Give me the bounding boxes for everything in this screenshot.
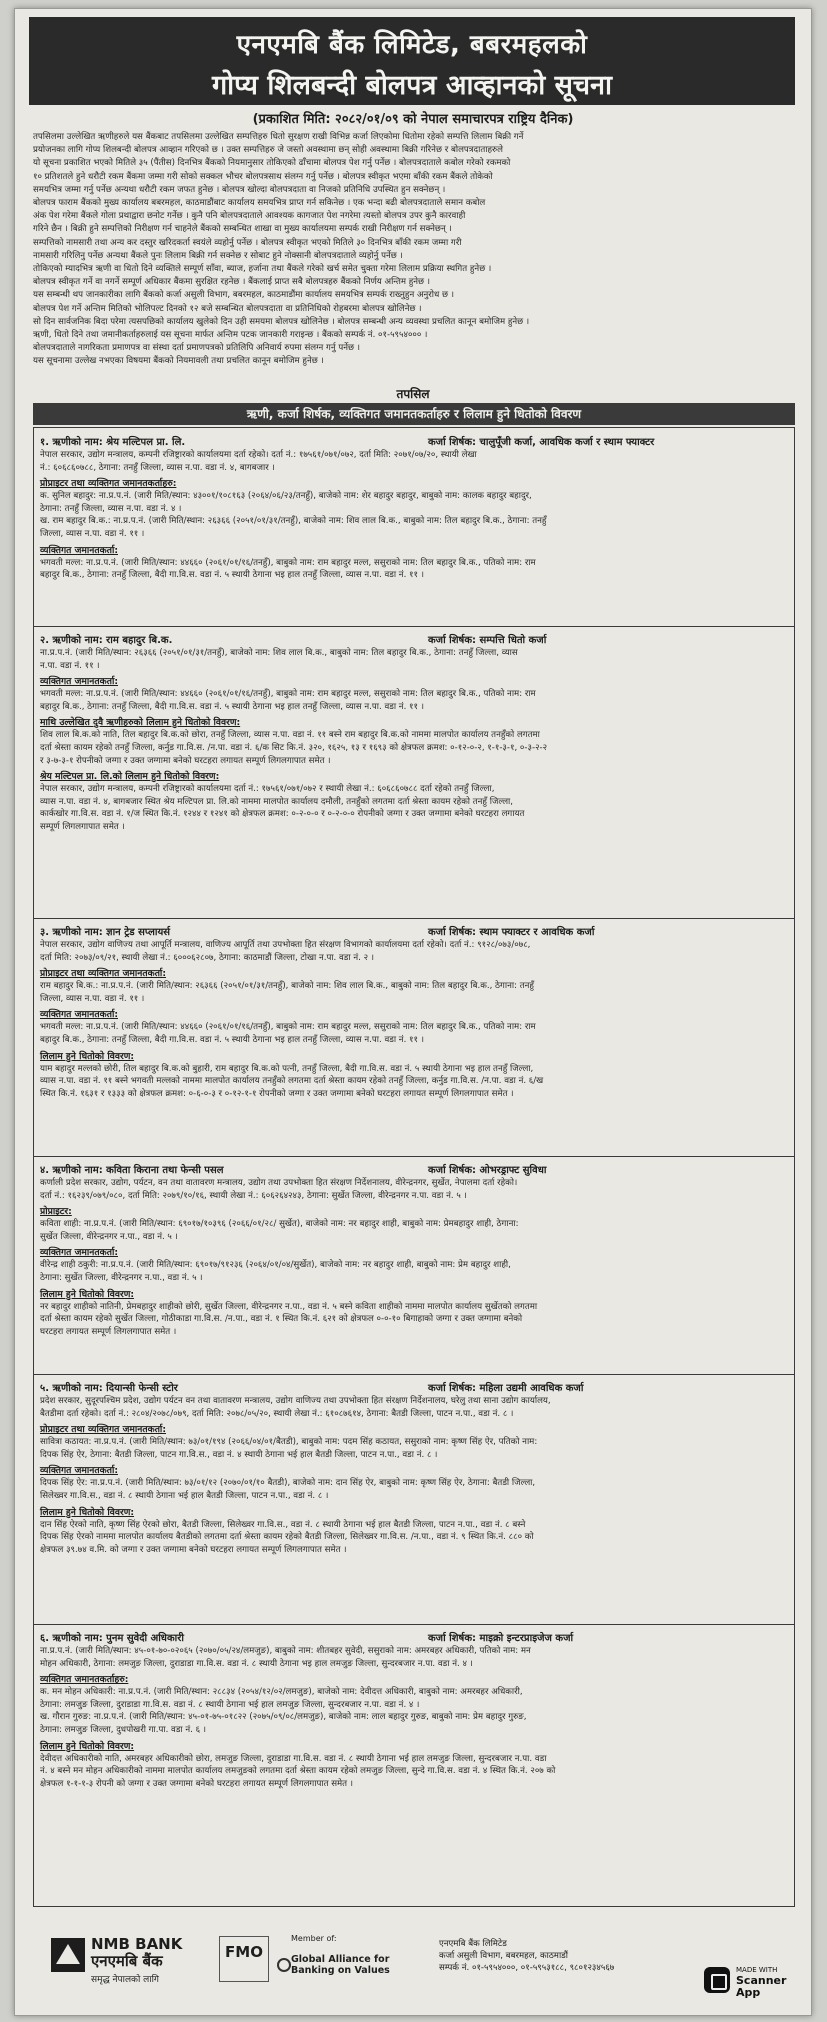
member-of-label: Member of:: [291, 1934, 337, 1943]
section-line: बहादुर बि.क., ठेगाना: तनहुँ जिल्ला, बैदी गा.वि.स. वडा नं. ५ स्थायी ठेगाना भइ हाल तनहुँ जिल्ला, व्यास न.पा. वडा नं. ११ ।: [40, 570, 424, 581]
section-line: घरटहरा लगायत सम्पूर्ण लिगलगापात समेत ।: [40, 1326, 177, 1337]
section-line: र ३-७-३-१ रोपनीको जग्गा र उक्त जग्गामा बनेको घरटहरा लगायत सम्पूर्ण लिगलगापात समेत ।: [40, 755, 331, 766]
section-title: व्यक्तिगत जमानतकर्ता:: [40, 544, 118, 556]
footer: [29, 1914, 799, 2010]
intro-line: यस सूचनामा उल्लेख नभएका विषयमा बैंकको नियमावली तथा प्रचलित कानून बमोजिम हुनेछ ।: [33, 356, 324, 367]
section-line: राम बहादुर बि.क.: ना.प्र.प.नं. (जारी मिति/स्थान: २६३६६ (२०५१/०१/३१/तनहुँ), बाजेको नाम: शिव लाल बि.क., बाबुको नाम: तिल बहादुर बि.क., ठेगाना: तनहुँ: [40, 981, 534, 992]
section-line: नेपाल सरकार, उद्योग मन्त्रालय, कम्पनी रजिष्ट्रारको कार्यालयमा दर्ता नं.: १७५६१/०७१/०७२ र स्थायी लेखा नं.: ६०६८६०७८८ दर्ता रहेको तनहुँ जिल्ला,: [40, 784, 495, 795]
intro-line: सम्पत्तिको नामसारी तथा अन्य कर दस्तुर खरिदकर्ता स्वयंले व्यहोर्नु पर्नेछ । बोलपत्र स्वीकृत भएको मितिले ३० दिनभित्र बाँकी रकम जम्मा गरी: [33, 237, 462, 248]
section-line: कार्कखोर गा.वि.स. वडा नं. १/ज स्थित कि.नं. १२४४ र १२४१ को क्षेत्रफल क्रमश: ०-२-०-० र ०-२-०-० रोपनीको जग्गा र उक्त जग्गामा बनेको घरटहरा लगायत: [40, 809, 525, 820]
intro-line: तपसिलमा उल्लेखित ऋणीहरुले यस बैंकबाट तपसिलमा उल्लेखित सम्पत्तिहरु धितो सुरक्षण राखी विभिन्न कर्जा लिएकोमा धितोमा रहेको सम्पत्ति लिलाम बिक्री गर्ने: [33, 132, 524, 142]
section-line: ठेगाना: लमजुङ जिल्ला, दुधपोखरी गा.पा. वडा नं. ६ ।: [40, 1724, 207, 1735]
borrower-name: १. ऋणीको नाम: श्रेय मल्टिपल प्रा. लि.: [40, 437, 186, 448]
section-title: लिलाम हुने धितोको विवरण:: [40, 1050, 135, 1062]
entry-header: [34, 626, 794, 647]
entry-line: प्रदेश सरकार, सुदूरपश्चिम प्रदेश, उद्योग पर्यटन वन तथा वातावरण मन्त्रालय, उद्योग वाणिज्य तथा उपभोक्ता हित संरक्षण निर्देशनालय, घरेलु तथा साना उद्योग कार्यालय,: [40, 1396, 551, 1406]
section-line: दिपक सिंह ऐर, ठेगाना: बैतडी जिल्ला, पाटन गा.वि.स., वडा नं. ४ स्थायी ठेगाना भई हाल बैतडी जिल्ला, पाटन न.पा., वडा नं. ८ ।: [40, 1449, 438, 1460]
intro-line: नामसारी गरिलिनु पर्नेछ अन्यथा बैंकले पुनः लिलाम बिक्री गर्न सक्नेछ र सोबाट हुने नोक्सानी बोलपत्रदाताले व्यहोर्नु पर्नेछ ।: [33, 250, 403, 261]
section-line: ठेगाना: सुर्खेत जिल्ला, वीरेन्द्रनगर न.पा., वडा नं. ५ ।: [40, 1272, 203, 1283]
section-title: लिलाम हुने धितोको विवरण:: [40, 1740, 135, 1752]
intro-line: बोलपत्र स्वीकृत गर्ने वा नगर्ने सम्पूर्ण अधिकार बैंकमा सुरक्षित रहनेछ । बैंकलाई प्राप्त सबै बोलपत्रहरु बैंकको निर्णय अन्तिम हुनेछ ।: [33, 277, 431, 288]
section-title: श्रेय मल्टिपल प्रा. लि.को लिलाम हुने धितोको विवरण:: [40, 771, 220, 783]
scanner-made-with: MADE WITH: [736, 1966, 778, 1974]
table-header: ऋणी, कर्जा शिर्षक, व्यक्तिगत जमानतकर्ताहरु र लिलाम हुने धितोको विवरण: [33, 403, 795, 425]
section-line: भगवती मल्ल: ना.प्र.प.नं. (जारी मिति/स्थान: ४४६६० (२०६१/०१/१६/तनहुँ), बाबुको नाम: राम बहादुर मल्ल, ससुराको नाम: तिल बहादुर बि.क., पतिको नाम: राम: [40, 689, 536, 700]
section-line: बहादुर बि.क., ठेगाना: तनहुँ जिल्ला, बैदी गा.वि.स. वडा नं. ५ स्थायी ठेगाना भइ हाल तनहुँ जिल्ला, व्यास न.पा. वडा नं. ११ ।: [40, 701, 424, 712]
bank-tagline: समृद्ध नेपालको लागि: [91, 1975, 159, 1985]
section-line: भगवती मल्ल: ना.प्र.प.नं. (जारी मिति/स्थान: ४४६६० (२०६१/०१/१६/तनहुँ), बाबुको नाम: राम बहादुर मल्ल, ससुराको नाम: तिल बहादुर बि.क., पतिको नाम: राम: [40, 1022, 536, 1033]
section-line: वीरेन्द्र शाही ठकुरी: ना.प्र.प.नं. (जारी मिति/स्थान: ६९०१७/९१२३६ (२०६४/०१/०४/सुर्खेत), बाजेको नाम: नर बहादुर शाही, बाबुको नाम: प्रेम बहादुर शाही,: [40, 1260, 511, 1271]
entry-header: [34, 1624, 794, 1645]
section-line: भगवती मल्ल: ना.प्र.प.नं. (जारी मिति/स्थान: ४४६६० (२०६१/०१/१६/तनहुँ), बाबुको नाम: राम बहादुर मल्ल, ससुराको नाम: तिल बहादुर बि.क., पतिको नाम: राम: [40, 557, 536, 568]
borrower-entry: [34, 918, 794, 1157]
scanner-app: App: [736, 1986, 761, 1999]
borrower-name: ३. ऋणीको नाम: ज्ञान ट्रेड सप्लायर्स: [40, 927, 171, 938]
intro-line: बोलपत्र पेश गर्ने अन्तिम मितिको भोलिपल्ट दिनको १२ बजे सम्बन्धित बोलपत्रदाता वा प्रतिनिधिको रोहबरमा बोलपत्र खोलिनेछ ।: [33, 303, 422, 314]
section-line: स्थित कि.नं. १६३१ र १३३३ को क्षेत्रफल क्रमश: ०-६-०-३ र ०-१२-१-१ रोपनीको जग्गा र उक्त जग्गामा बनेको घरटहरा लगायत सम्पूर्ण लिगलगापात समेत ।: [40, 1088, 514, 1099]
section-title: प्रोप्राइटर तथा व्यक्तिगत जमानतकर्ता:: [40, 1424, 166, 1436]
loan-title: कर्जा शिर्षक: माइक्रो इन्टरप्राइजेज कर्जा: [428, 1633, 574, 1644]
intro-line: १० प्रतिशतले हुने धरौटी रकम बैंकमा जम्मा गरी सोको सक्कल भौचर बोलपत्रसाथ संलग्न गर्नु पर्नेछ । बोलपत्र स्वीकृत भएमा बाँकी रकम बैंकले तोकेको: [33, 171, 493, 182]
section-line: शिव लाल बि.क.को नाति, तिल बहादुर बि.क.को छोरा, तनहुँ जिल्ला, व्यास न.पा. वडा नं. ११ बस्ने राम बहादुर बि.क.को नाममा मालपोत कार्यालय तनहुँको लगतमा: [40, 730, 540, 741]
borrower-entry: [34, 1374, 794, 1625]
intro-line: गरिने छैन । बिक्री हुने सम्पत्तिको निरीक्षण गर्न चाहनेले बैंकको सम्बन्धित शाखा वा मुख्य कार्यालयमा सम्पर्क राखी निरीक्षण गर्न सक्नेछन् ।: [33, 224, 452, 235]
fmo-logo: [219, 1936, 269, 1982]
section-line: देवीदत्त अधिकारीको नाति, अमरबहर अधिकारीको छोरा, लमजुङ जिल्ला, दुराडाडा गा.वि.स. वडा नं. ८ स्थायी ठेगाना भई हाल लमजुङ जिल्ला, सुन्दरबजार न.पा. वडा: [40, 1753, 547, 1764]
entry-line: कर्णाली प्रदेश सरकार, उद्योग, पर्यटन, वन तथा वातावरण मन्त्रालय, उद्योग तथा उपभोक्ता हित संरक्षण निर्देशनालय, वीरेन्द्रनगर, सुर्खेत, नेपालमा दर्ता रहेको।: [40, 1178, 518, 1188]
contact-line: सम्पर्क नं. ०१-५९५४०००, ०१-५९५३१८८, ९८०१२३४५६७: [439, 1963, 615, 1973]
loan-title: कर्जा शिर्षक: ओभरड्राफ्ट सुविधा: [428, 1165, 547, 1176]
intro-line: बोलपत्र फाराम बैंकको मुख्य कार्यालय बबरमहल, काठमाडौंबाट कार्यालय समयभित्र प्राप्त गर्न सकिनेछ । एक भन्दा बढी बोलपत्रदाताले समान कबोल: [33, 198, 486, 209]
borrower-entry: [34, 1156, 794, 1375]
section-line: नं. ४ बस्ने मन मोहन अधिकारीको नाममा मालपोत कार्यालय लमजुङको लगतमा दर्ता श्रेस्ता कायम रहेको लमजुङ जिल्ला, सुन्दे गा.वि.स. वडा नं. ४ स्थित कि.नं. २०७ को: [40, 1766, 556, 1777]
section-line: दिपक सिंह ऐरको नाममा मालपोत कार्यालय बैतडीको लगतमा दर्ता श्रेस्ता कायम रहेको बैतडी जिल्ला, सिलेख्वर गा.वि.स. /न.पा., वडा नं. ९ स्थित कि.नं. ८८० को: [40, 1532, 534, 1543]
section-title: व्यक्तिगत जमानतकर्ता:: [40, 1247, 118, 1259]
section-title: व्यक्तिगत जमानतकर्ता:: [40, 1009, 118, 1021]
entry-line: नेपाल सरकार, उद्योग वाणिज्य तथा आपूर्ति मन्त्रालय, वाणिज्य आपूर्ति तथा उपभोक्ता हित संरक्षण विभागको कार्यालयमा दर्ता रहेको। दर्ता नं.: ९१२८/०७३/०७८,: [40, 940, 531, 950]
section-line: ख. राम बहादुर बि.क.: ना.प्र.प.नं. (जारी मिति/स्थान: २६३६६ (२०५१/०१/३१/तनहुँ), बाजेको नाम: शिव लाल बि.क., बाबुको नाम: तिल बहादुर बि.क., ठेगाना: तनहुँ: [40, 516, 547, 527]
notice-title-line2: गोप्य शिलबन्दी बोलपत्र आव्हानको सूचना: [211, 70, 613, 101]
section-line: दर्ता श्रेस्ता कायम रहेको तनहुँ जिल्ला, कर्नुड गा.वि.स. /न.पा. वडा नं. ६/क सिट कि.नं. ३२०, १६२५, १३ र १६९३ को क्षेत्रफल क्रमश: ०-१२-०-२, १-१-३-१, ०-३-२-२: [40, 742, 548, 753]
loan-title: कर्जा शिर्षक: सम्पत्ति धितो कर्जा: [428, 635, 547, 646]
section-title: व्यक्तिगत जमानतकर्ता:: [40, 676, 118, 688]
section-line: क्षेत्रफल १-१-१-३ रोपनी को जग्गा र उक्त जग्गामा बनेको घरटहरा लगायत सम्पूर्ण लिगलगापात समेत ।: [40, 1778, 354, 1789]
section-line: नर बहादुर शाहीको नातिनी, प्रेमबहादुर शाहीको छोरी, सुर्खेत जिल्ला, वीरेन्द्रनगर न.पा., वडा नं. ५ बस्ने कविता शाहीको नाममा मालपोत कार्यालय सुर्खेतको लगतमा: [40, 1301, 538, 1312]
notice-title-banner: [29, 17, 795, 105]
bank-name-np: एनएमबि बैंक: [91, 1952, 163, 1970]
section-line: सुर्खेत जिल्ला, वीरेन्द्रनगर न.पा., वडा नं. ५ ।: [40, 1231, 178, 1242]
bank-name: [91, 1936, 182, 1970]
section-title: माथि उल्लेखित दुवै ऋणीहरुको लिलाम हुने धितोको विवरण:: [40, 717, 241, 729]
section-title: व्यक्तिगत जमानतकर्ता:: [40, 1465, 118, 1477]
entry-line: दर्ता मिति: २०७३/०९/२१, स्थायी लेखा नं.: ६०००६२८०७, ठेगाना: काठमाडौं जिल्ला, टोखा न.पा. वडा नं. २ ।: [40, 952, 375, 963]
section-line: क. सुनिल बहादुर: ना.प्र.प.नं. (जारी मिति/स्थान: ४३००१/१०८१६३ (२०६४/०६/२३/तनहुँ), बाजेको नाम: शेर बहादुर बहादुर, बाबुको नाम: कालक बहादुर बहादुर,: [40, 491, 532, 502]
entry-line: मोहन अधिकारी, ठेगाना: लमजुङ जिल्ला, दुराडाडा गा.वि.स. वडा नं. ८ स्थायी ठेगाना भइ हाल लमजुङ जिल्ला, सुन्दरबजार न.पा. वडा नं. ४ ।: [40, 1658, 473, 1669]
section-line: बहादुर बि.क., ठेगाना: तनहुँ जिल्ला, बैदी गा.वि.स. वडा नं. ५ स्थायी ठेगाना भइ हाल तनहुँ जिल्ला, व्यास न.पा. वडा नं. ११ ।: [40, 1034, 424, 1045]
entry-line: दर्ता नं.: १६२३९/०७९/०८०, दर्ता मिति: २०७९/१०/१६, स्थायी लेखा नं.: ६०६२६४२४३, ठेगाना: सुर्खेत जिल्ला, वीरेन्द्रनगर न.पा. वडा नं. ५ ।: [40, 1190, 467, 1201]
contact-block: [439, 1938, 614, 1974]
contact-line: एनएमबि बैंक लिमिटेड: [439, 1939, 507, 1949]
entry-line: ना.प्र.प.नं. (जारी मिति/स्थान: २६३६६ (२०५१/०१/३१/तनहुँ), बाजेको नाम: शिव लाल बि.क., बाबुको नाम: तिल बहादुर बि.क., ठेगाना: तनहुँ जिल्ला, व्यास: [40, 648, 518, 658]
section-line: दान सिंह ऐरको नाति, कृष्ण सिंह ऐरको छोरा, बैतडी जिल्ला, सिलेख्वर गा.वि.स., वडा नं. ८ स्थायी ठेगाना भई हाल बैतडी जिल्ला, पाटन न.पा., वडा नं. ८ बस्ने: [40, 1519, 526, 1530]
nmb-logo-icon: [51, 1938, 85, 1972]
section-line: सावित्रा कठायत: ना.प्र.प.नं. (जारी मिति/स्थान: ७३/०१/१९४ (२०६६/०४/०१/बैतडी), बाबुको नाम: पदम सिंह कठायत, ससुराको नाम: कृष्ण सिंह ऐर, पतिको नाम:: [40, 1437, 538, 1448]
bank-name-en: NMB BANK: [91, 1935, 183, 1953]
section-line: जिल्ला, व्यास न.पा. वडा नं. ११ ।: [40, 528, 145, 539]
loan-title: कर्जा शिर्षक: चालुपूँजी कर्जा, आवधिक कर्जा र स्थाम फ्याक्टर: [428, 437, 655, 448]
publication-date: (प्रकाशित मिति: २०८२/०१/०९ को नेपाल समाचारपत्र राष्ट्रिय दैनिक): [252, 112, 574, 127]
borrower-entry: [34, 1624, 794, 1906]
section-line: क. मन मोहन अधिकारी: ना.प्र.प.नं. (जारी मिति/स्थान: २८८३४ (२०५४/१२/०२/लमजुङ), बाजेको नाम: देवीदत्त अधिकारी, बाबुको नाम: अमरबहर अधिकारी,: [40, 1687, 523, 1698]
intro-line: समयभित्र जम्मा गर्नु पर्नेछ अन्यथा धरौटी रकम जफत हुनेछ । बोलपत्र खोल्दा बोलपत्रदाता वा निजको प्रतिनिधि उपस्थित हुन सक्नेछन् ।: [33, 184, 446, 195]
contact-line: कर्जा असुली विभाग, बबरमहल, काठमाडौं: [439, 1951, 568, 1961]
intro-line: यस सम्बन्धी थप जानकारीका लागि बैंकको कर्जा असुली विभाग, बबरमहल, काठमाडौंमा कार्यालय समयभित्र सम्पर्क राख्नुहुन अनुरोध छ ।: [33, 290, 455, 301]
scanner-app-icon: [704, 1967, 730, 1993]
borrower-name: ४. ऋणीको नाम: कविता किराना तथा फेन्सी पसल: [40, 1165, 224, 1176]
entry-header: [34, 1156, 794, 1177]
section-line: सिलेख्वर गा.वि.स., वडा नं. ८ स्थायी ठेगाना भई हाल बैतडी जिल्ला, पाटन न.पा., वडा नं. ८ ।: [40, 1490, 329, 1501]
section-line: व्यास न.पा. वडा नं. ११ बस्ने भगवती मल्लको नाममा मालपोत कार्यालय तनहुँको लगतमा दर्ता श्रेस्ता कायम रहेको तनहुँ जिल्ला, कर्नुड गा.वि.स. /न.पा. वडा नं. ६/ख: [40, 1076, 544, 1087]
entry-header: [34, 918, 794, 939]
borrower-table: [33, 427, 795, 1907]
borrower-name: ५. ऋणीको नाम: दियान्सी फेन्सी स्टोर: [40, 1383, 178, 1394]
borrower-name: २. ऋणीको नाम: राम बहादुर बि.क.: [40, 635, 173, 646]
entry-line: न.पा. वडा नं. ११ ।: [40, 660, 100, 671]
section-line: ख. गौरान गुरुङ: ना.प्र.प.नं. (जारी मिति/स्थान: ४५-०१-७५-०१८२२ (२०७५/०९/०८/लमजुङ), बाजेको नाम: लाल बहादुर गुरुङ, बाबुको नाम: प्रेम बहादुर गुरुङ,: [40, 1712, 527, 1723]
entry-header: [34, 428, 794, 449]
section-line: क्षेत्रफल ३९.७४ व.मि. को जग्गा र उक्त जग्गामा बनेको घरटहरा लगायत सम्पूर्ण लिगलगापात समेत ।: [40, 1544, 347, 1555]
intro-line: प्रयोजनका लागि गोप्य शिलबन्दी बोलपत्र आव्हान गरिएको छ । उक्त सम्पत्तिहरु जे जस्तो अवस्थामा छन् सोही अवस्थामा बिक्री गरिनेछ र बोलपत्रदाताहरुले: [33, 145, 503, 156]
scanner-name: Scanner: [736, 1974, 787, 1987]
loan-title: कर्जा शिर्षक: स्थाम फ्याक्टर र आवधिक कर्जा: [428, 927, 595, 938]
entry-header: [34, 1374, 794, 1395]
gabv-logo-icon: [277, 1958, 291, 1972]
section-line: दर्ता श्रेस्ता कायम रहेको सुर्खेत जिल्ला, गोठीकाडा गा.वि.स. /न.पा., वडा नं. १ स्थित कि.नं. ६२१ को क्षेत्रफल ०-०-१० बिगाहाको जग्गा र उक्त जग्गामा बनेको: [40, 1314, 523, 1325]
newspaper-notice: [14, 8, 812, 2016]
section-title: प्रोप्राइटर:: [40, 1206, 72, 1218]
fmo-text: FMO: [225, 1943, 263, 1961]
tapasil-heading: तपसिल: [396, 387, 430, 401]
section-line: ठेगाना: लमजुङ जिल्ला, दुराडाडा गा.वि.स. वडा नं. ८ स्थायी ठेगाना भई हाल लमजुङ जिल्ला, सुन्दरबजार न.पा. वडा नं. ४ ।: [40, 1699, 420, 1710]
borrower-entry: [34, 428, 794, 627]
section-line: सम्पूर्ण लिगलगापात समेत ।: [40, 821, 125, 832]
intro-line: ऋणी, धितो दिने तथा जमानीकर्ताहरुलाई यस सूचना मार्फत अन्तिम पटक जानकारी गराइन्छ । बैंकको सम्पर्क नं. ०१-५९५४००० ।: [33, 330, 428, 341]
section-title: लिलाम हुने धितोको विवरण:: [40, 1506, 135, 1518]
section-title: प्रोप्राइटर तथा व्यक्तिगत जमानतकर्ताहरु:: [40, 478, 177, 490]
scanner-app-text: [736, 1965, 786, 1999]
section-title: प्रोप्राइटर तथा व्यक्तिगत जमानतकर्ता:: [40, 968, 166, 980]
section-title: व्यक्तिगत जमानतकर्ताहरु:: [40, 1674, 129, 1686]
borrower-entry: [34, 626, 794, 919]
intro-line: यो सूचना प्रकाशित भएको मितिले ३५ (पैंतीस) दिनभित्र बैंकको नियमानुसार तोकिएको ढाँचामा बोलपत्र पेश गर्नु पर्नेछ । बोलपत्रदाताले कबोल गरेको रकमको: [33, 158, 511, 169]
loan-title: कर्जा शिर्षक: महिला उद्यमी आवधिक कर्जा: [428, 1383, 584, 1394]
entry-line: नं.: ६०६८६०७८८, ठेगाना: तनहुँ जिल्ला, व्यास न.पा. वडा नं. ४, बागबजार ।: [40, 462, 275, 473]
notice-title-line1: एनएमबि बैंक लिमिटेड, बबरमहलको: [236, 30, 588, 60]
section-title: लिलाम हुने धितोको विवरण:: [40, 1288, 135, 1300]
entry-line: बैतडीमा दर्ता रहेको। दर्ता नं.: २८०४/२०७८/०७९, दर्ता मिति: २०७८/०५/२०, स्थायी लेखा नं.: ६१०८७६१४, ठेगाना: बैतडी जिल्ला, पाटन न.पा., वडा नं. ८ ।: [40, 1408, 514, 1419]
section-line: कविता शाही: ना.प्र.प.नं. (जारी मिति/स्थान: ६९०१७/१०३९६ (२०६६/०१/२८/ सुर्खेत), बाजेको नाम: नर बहादुर शाही, बाबुको नाम: प्रेमबहादुर शाही, ठेगाना:: [40, 1219, 519, 1230]
section-line: याम बहादुर मल्लको छोरी, तिल बहादुर बि.क.को बुहारी, राम बहादुर बि.क.को पत्नी, तनहुँ जिल्ला, बैदी गा.वि.स. वडा नं. ५ स्थायी ठेगाना भइ हाल तनहुँ जिल्ला,: [40, 1063, 534, 1074]
intro-line: तोकिएको म्यादभित्र ऋणी वा धितो दिने व्यक्तिले सम्पूर्ण साँवा, ब्याज, हर्जाना तथा बैंकले गरेको खर्च समेत चुक्ता गरेमा लिलाम प्रक्रिया स्थगित हुनेछ ।: [33, 264, 492, 275]
section-line: दिपक सिंह ऐर: ना.प्र.प.नं. (जारी मिति/स्थान: ७३/०१/१२ (२०७०/०१/१० बैतडी), बाजेको नाम: दान सिंह ऐर, बाबुको नाम: कृष्ण सिंह ऐर, ठेगाना: बैतडी जिल्ला,: [40, 1478, 536, 1489]
intro-line: बोलपत्रदाताले नागरिकता प्रमाणपत्र वा संस्था दर्ता प्रमाणपत्रको प्रतिलिपि अनिवार्य रुपमा संलग्न गर्नु पर्नेछ ।: [33, 343, 361, 354]
section-line: व्यास न.पा. वडा नं. ४, बागबजार स्थित श्रेय मल्टिपल प्रा. लि.को नाममा मालपोत कार्यालय दमौली, तनहुँको लगतमा दर्ता श्रेस्ता कायम रहेको तनहुँ जिल्ला,: [40, 796, 513, 807]
section-line: ठेगाना: तनहुँ जिल्ला, व्यास न.पा. वडा नं. ४ ।: [40, 503, 182, 514]
section-line: जिल्ला, व्यास न.पा. वडा नं. ११ ।: [40, 993, 145, 1004]
entry-line: नेपाल सरकार, उद्योग मन्त्रालय, कम्पनी रजिष्ट्रारको कार्यालयमा दर्ता रहेको। दर्ता नं.: १७५६१/०७१/०७२, दर्ता मिति: २०७१/०७/२०, स्थायी लेखा: [40, 450, 477, 460]
scanner-app-watermark: [694, 1959, 804, 2013]
borrower-name: ६. ऋणीको नाम: पुनम सुवेदी अधिकारी: [40, 1633, 184, 1644]
entry-line: ना.प्र.प.नं. (जारी मिति/स्थान: ४५-०१-७०-०२०६५ (२०७०/०५/२४/लमजुङ), बाबुको नाम: शीतबहर सुवेदी, ससुराको नाम: अमरबहर अधिकारी, पतिको नाम: मन: [40, 1646, 531, 1656]
intro-line: अंक पेश गरेमा बैंकले गोला प्रथाद्वारा छनोट गर्नेछ । कुनै पनि बोलपत्रदाताले आवश्यक कागजात पेश नगरेमा त्यस्तो बोलपत्र उपर कुनै कारवाही: [33, 211, 466, 222]
intro-paragraph: [33, 131, 795, 371]
gabv-name: Global Alliance for Banking on Values: [291, 1954, 390, 1976]
intro-line: सो दिन सार्वजनिक बिदा परेमा त्यसपछिको कार्यालय खुलेको दिन उही समयमा बोलपत्र खोलिनेछ । बोलपत्र सम्बन्धी अन्य व्यवस्था प्रचलित कानून बमोजिम हुनेछ ।: [33, 316, 530, 327]
